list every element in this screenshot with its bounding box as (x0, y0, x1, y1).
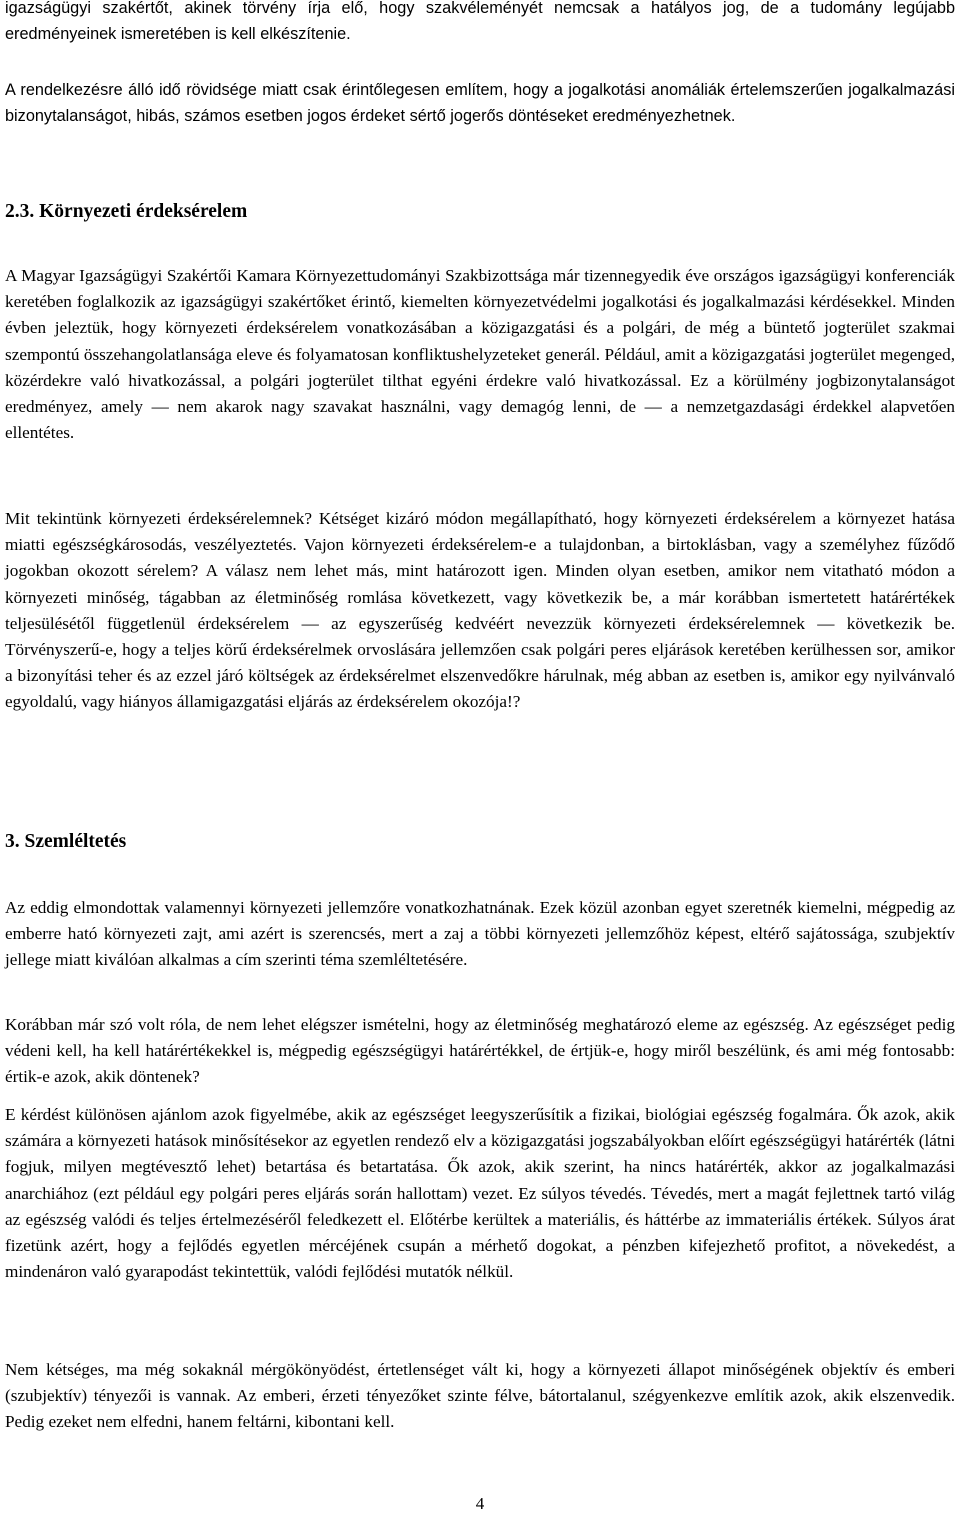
az-eddig-paragraph: Az eddig elmondottak valamennyi környezeti jellemzőre vonatkozhatnának. Ezek közül azonban egyet szeretnék kiemelni, mégpedig az emberre ható környezeti zajt, ami azért is szerencsés, mert a zaj a többi környezeti jellemzőhöz képest, eltérő sajátossága, szubjektív jellege miatt kiválóan alkalmas a cím szerinti téma szemléltetésére. (5, 898, 955, 970)
section-heading-2-3: 2.3. Környezeti érdeksérelem (5, 201, 248, 222)
rendelkezesre-paragraph: A rendelkezésre álló idő rövidsége miatt csak érintőlegesen említem, hogy a jogalkotási anomáliák értelemszerűen jogalkalmazási bizonytalanságot, hibás, számos esetben jogos érdeket sértő jogerős döntéseket eredményezhetnek. (5, 81, 955, 126)
nem-ketseges-paragraph: Nem kétséges, ma még sokaknál mérgökönyödést, értetlenséget vált ki, hogy a környezeti állapot minőségének objektív és emberi (szubjektív) tényezői is vannak. Az emberi, érzeti tényezőket szinte félve, bátortalanul, szégyenkezve említik azok, akik elszenvedik. Pedig ezeket nem elfedni, hanem feltárni, kibontani kell. (5, 1360, 955, 1432)
mit-tekintunk-paragraph: Mit tekintünk környezeti érdeksérelemnek? Kétséget kizáró módon megállapítható, hogy környezeti érdeksérelem a környezet hatása miatti egészségkárosodás, veszélyeztetés. Vajon környezeti érdeksérelem-e a tulajdonban, a birtoklásban, vagy a személyhez fűződő jogokban okozott sérelem? A válasz nem lehet más, mint határozott igen. Minden olyan esetben, amikor nem vitatható módon a környezeti minőség, tágabban az életminőség romlása következett, vagy következik be, a már korábban ismertetett határértékek teljesülésétől függetlenül érdeksérelem — az egyszerűség kedvéért nevezzük környezeti érdeksérelemnek — következik be. Törvényszerű-e, hogy a teljes körű érdeksérelmek orvoslására jellemzően csak polgári peres eljárások keretében kerülhessen sor, amikor a bizonyítási teher és az ezzel járó költségek az érdeksérelmet elszenvedőkre hárulnak, még abban az esetben is, amikor egy nyilvánvaló egyoldalú, vagy hiányos államigazgatási eljárás az érdeksérelem okozója!? (5, 509, 955, 712)
magyar-kamara-paragraph: A Magyar Igazságügyi Szakértői Kamara Környezettudományi Szakbizottsága már tizennegyedik éve országos igazságügyi konferenciák keretében foglalkozik az igazságügyi szakértőket érintő, kiemelten környezetvédelmi jogalkotási és jogalkalmazási kérdésekkel. Minden évben jeleztük, hogy környezeti érdeksérelem vonatkozásában a közigazgatási és a polgári, de még a büntető jogterület szakmai szempontú összehangolatlansága eleve és folyamatosan konfliktushelyzeteket generál. Például, amit a közigazgatási jogterület megenged, közérdekre való hivatkozással, a polgári jogterület tilthat egyéni érdekre való hivatkozással. Ez a körülmény jogbizonytalanságot eredményez, amely — nem akarok nagy szavakat használni, vagy demagóg lenni, de — a nemzetgazdasági érdekkel alapvetően ellentétes. (5, 266, 955, 443)
korabban-paragraph: Korábban már szó volt róla, de nem lehet elégszer ismételni, hogy az életminőség meghatározó eleme az egészség. Az egészséget pedig védeni kell, ha kell határértékekkel is, mégpedig egészségügyi határértékkel, de értjük-e, hogy miről beszélünk, és ami még fontosabb: értik-e azok, akik döntenek? (5, 1015, 955, 1087)
page-number: 4 (475, 1494, 485, 1513)
section-heading-3: 3. Szemléltetés (5, 831, 127, 852)
intro-paragraph: igazságügyi szakértőt, akinek törvény írja elő, hogy szakvéleményét nemcsak a hatályos jog, de a tudomány legújabb eredményeinek ismeretében is kell elkészítenie. (5, 0, 955, 44)
e-kerdest-paragraph: E kérdést különösen ajánlom azok figyelmébe, akik az egészséget leegyszerűsítik a fizikai, biológiai egészség fogalmára. Ők azok, akik számára a környezeti hatások minősítésekor az egyetlen rendező elv a közigazgatási jogszabályokban előírt egészségügyi határérték (látni fogjuk, milyen megtévesztő lehet) betartása és betartatása. Ők azok, akik szerint, ha nincs határérték, akkor az jogalkalmazási anarchiához (ezt például egy polgári peres eljárás során hallottam) vezet. Ez súlyos tévedés. Tévedés, mert a magát fejlettnek tartó világ az egészség valódi és teljes értelmezéséről feledkezett el. Előtérbe kerültek a materiális, és háttérbe az immateriális értékek. Súlyos árat fizetünk azért, hogy a fejlődés egyetlen mércéjének csupán a mérhető dogokat, a pénzben kifejezhető profitot, a növekedést, a mindenáron való gyarapodást tekintettük, valódi fejlődési mutatók nélkül. (5, 1105, 955, 1282)
